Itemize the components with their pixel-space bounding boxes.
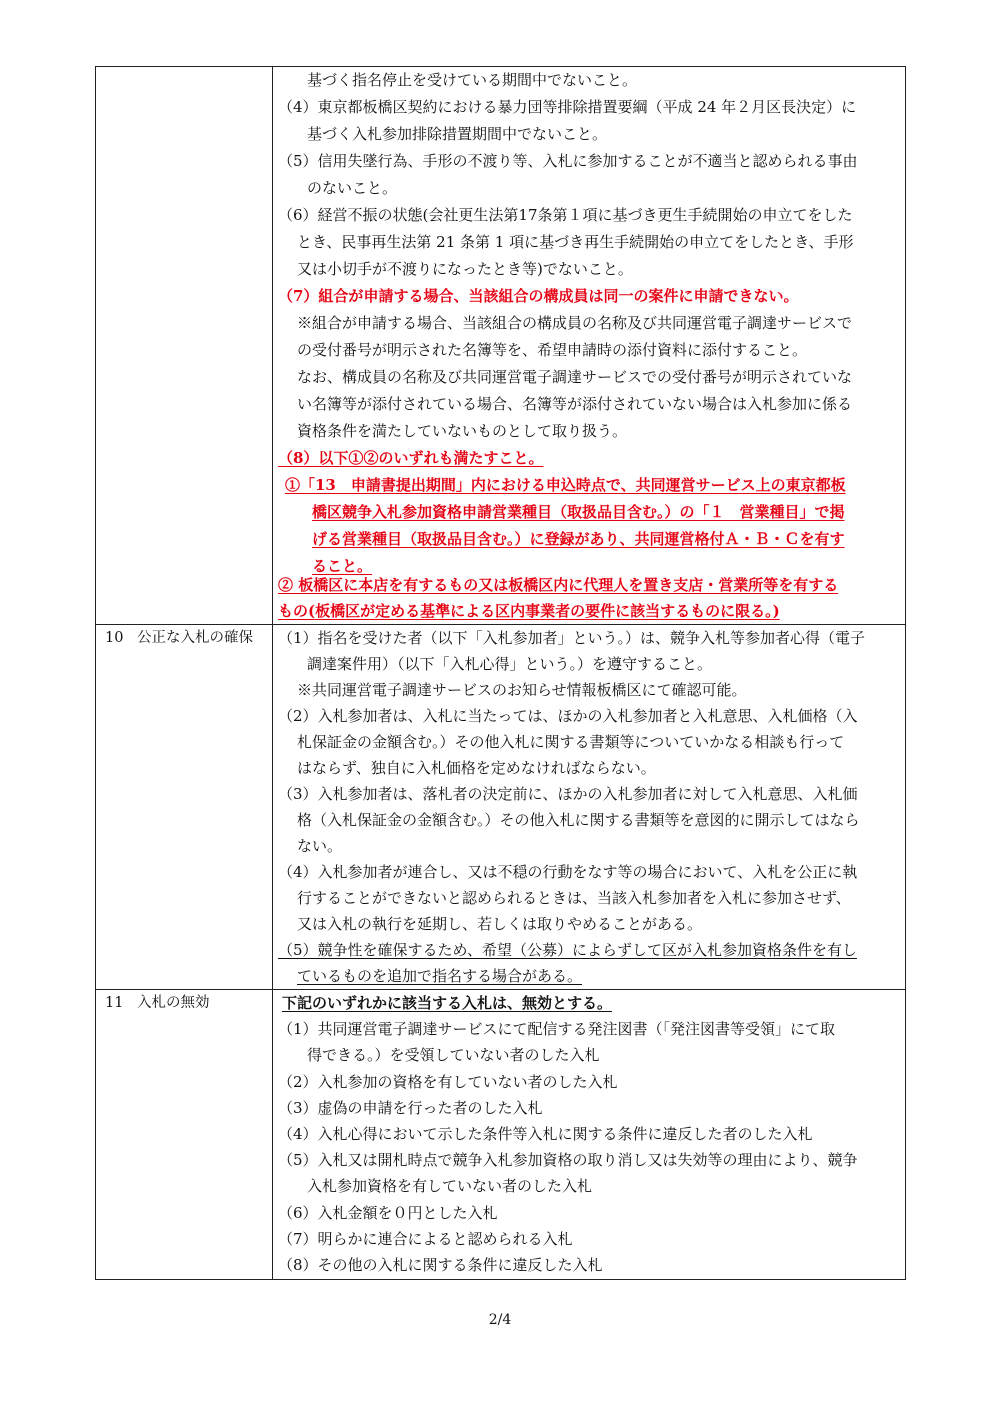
text-line: はならず、独自に入札価格を定めなければならない。	[297, 759, 656, 777]
text-line: 基づく指名停止を受けている期間中でないこと。	[307, 71, 638, 89]
text-line-highlight: ② 板橋区に本店を有するもの又は板橋区内に代理人を置き支店・営業所等を有する	[278, 576, 839, 594]
text-line: 資格条件を満たしていないものとして取り扱う。	[297, 422, 628, 440]
text-line: ※共同運営電子調達サービスのお知らせ情報板橋区にて確認可能。	[297, 681, 747, 699]
text-line: （2）入札参加者は、入札に当たっては、ほかの入札参加者と入札意思、入札価格（入	[278, 707, 858, 725]
text-line: 又は入札の執行を延期し、若しくは取りやめることがある。	[297, 915, 703, 933]
row-label-fair-bidding	[105, 628, 253, 648]
row-divider	[96, 989, 905, 990]
text-line: ない。	[297, 837, 343, 855]
text-line: （1）指名を受けた者（以下「入札参加者」という。）は、競争入札等参加者心得（電子	[278, 629, 866, 647]
text-line: （7）明らかに連合によると認められる入札	[278, 1230, 573, 1248]
text-line: （3）入札参加者は、落札者の決定前に、ほかの入札参加者に対して入札意思、入札価	[278, 785, 858, 803]
text-line: （5）入札又は開札時点で競争入札参加資格の取り消し又は失効等の理由により、競争	[278, 1151, 858, 1169]
row-label-invalid-bids	[105, 993, 210, 1013]
text-line: の受付番号が明示された名簿等を、希望申請時の添付資料に添付すること。	[297, 341, 808, 359]
text-line: 格（入札保証金の金額含む。）その他入札に関する書類等を意図的に開示してはなら	[297, 811, 860, 829]
text-line-highlight: ること。	[312, 557, 373, 575]
row-title: 入札の無効	[137, 995, 210, 1011]
text-line: （1）共同運営電子調達サービスにて配信する発注図書（「発注図書等受領」にて取	[278, 1020, 836, 1038]
text-line: 又は小切手が不渡りになったとき等)でないこと。	[297, 260, 633, 278]
row-number: 10	[105, 630, 124, 646]
text-line-highlight: げる営業種目（取扱品目含む。）に登録があり、共同運営格付Ａ・Ｂ・Ｃを有す	[312, 530, 845, 548]
text-line: （2）入札参加の資格を有していない者のした入札	[278, 1073, 618, 1091]
conditions-table	[95, 66, 906, 1280]
text-line-highlight: ①「13 申請書提出期間」内における申込時点で、共同運営サービス上の東京都板	[285, 476, 846, 494]
text-line: 得できる。）を受領していない者のした入札	[307, 1046, 600, 1064]
text-line-highlight: （8）以下①②のいずれも満たすこと。	[278, 449, 544, 467]
text-line: 基づく入札参加排除措置期間中でないこと。	[307, 125, 608, 143]
text-line: （4）入札参加者が連合し、又は不穏の行動をなす等の場合において、入札を公正に執	[278, 863, 858, 881]
text-line: とき、民事再生法第 21 条第 1 項に基づき再生手続開始の申立てをしたとき、手形	[297, 233, 854, 251]
text-line: 行することができないと認められるときは、当該入札参加者を入札に参加させず、	[297, 889, 851, 907]
text-line-underlined: ているものを追加で指名する場合がある。	[297, 967, 583, 985]
text-line-highlight: もの(板橋区が定める基準による区内事業者の要件に該当するものに限る。)	[278, 602, 780, 620]
row-title: 公正な入札の確保	[137, 630, 253, 646]
text-line: （8）その他の入札に関する条件に違反した入札	[278, 1256, 603, 1274]
text-line: 調達案件用）（以下「入札心得」という。）を遵守すること。	[307, 655, 713, 673]
text-line: 札保証金の金額含む。）その他入札に関する書類等についていかなる相談も行って	[297, 733, 845, 751]
text-line: （4）入札心得において示した条件等入札に関する条件に違反した者のした入札	[278, 1125, 813, 1143]
text-line: （5）信用失墜行為、手形の不渡り等、入札に参加することが不適当と認められる事由	[278, 152, 858, 170]
text-line-underlined: （5）競争性を確保するため、希望（公募）によらずして区が入札参加資格条件を有し	[278, 941, 857, 959]
column-divider	[272, 67, 273, 1279]
text-line: い名簿等が添付されている場合、名簿等が添付されていない場合は入札参加に係る	[297, 395, 853, 413]
text-line: （3）虚偽の申請を行った者のした入札	[278, 1099, 543, 1117]
text-line-highlight: 橋区競争入札参加資格申請営業種目（取扱品目含む。）の「１ 営業種目」で掲	[312, 503, 845, 521]
text-line: 入札参加資格を有していない者のした入札	[307, 1177, 593, 1195]
text-line: （6）経営不振の状態(会社更生法第17条第１項に基づき更生手続開始の申立てをした	[278, 206, 853, 224]
text-line: （4）東京都板橋区契約における暴力団等排除措置要綱（平成 24 年２月区長決定）に	[278, 98, 857, 116]
text-line-highlight: （7）組合が申請する場合、当該組合の構成員は同一の案件に申請できない。	[278, 287, 799, 305]
page-number: 2/4	[488, 1312, 512, 1328]
text-line: のないこと。	[307, 179, 398, 197]
row-number: 11	[105, 995, 124, 1011]
text-line: なお、構成員の名称及び共同運営電子調達サービスでの受付番号が明示されていな	[297, 368, 853, 386]
row-divider	[96, 624, 905, 625]
text-line: （6）入札金額を０円とした入札	[278, 1204, 498, 1222]
text-line-heading: 下記のいずれかに該当する入札は、無効とする。	[282, 994, 613, 1012]
text-line: ※組合が申請する場合、当該組合の構成員の名称及び共同運営電子調達サービスで	[297, 314, 853, 332]
